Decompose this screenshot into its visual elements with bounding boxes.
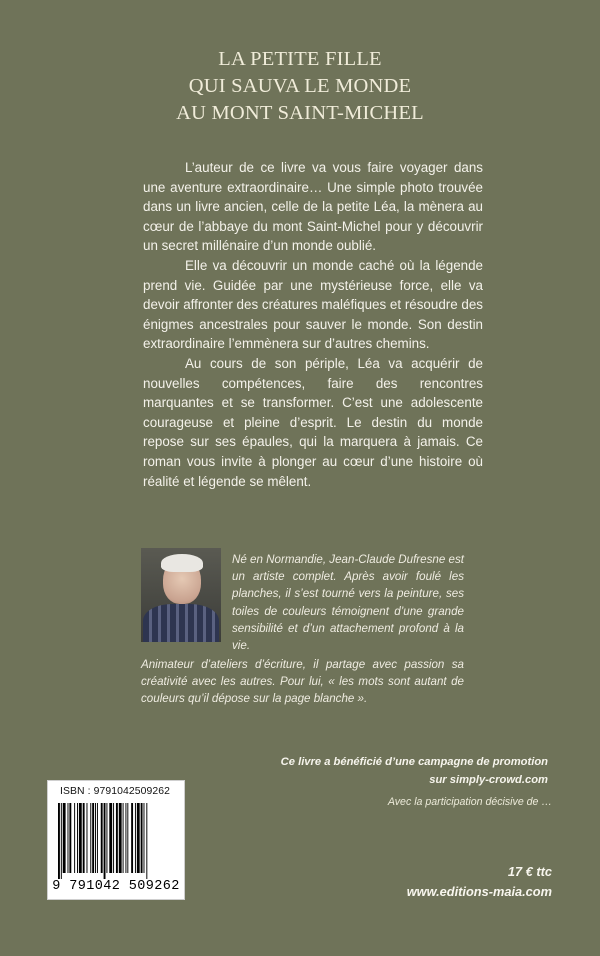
- barcode-bar: [119, 803, 122, 873]
- barcode-bar: [97, 803, 98, 873]
- barcode-bar: [101, 803, 103, 873]
- isbn-barcode: [47, 780, 185, 900]
- blurb-paragraph-1: L’auteur de ce livre va vous faire voyager dans une aventure extraordinaire… Une simple photo trouvée dans un livre ancien, celle de la petite Léa, la mènera au cœur de l’abbaye du mont Saint-Michel pour y découvrir un secret millénaire d’un monde oublié.: [143, 160, 483, 254]
- barcode-bar: [83, 803, 85, 873]
- barcode-bars: [56, 803, 176, 879]
- author-photo: [141, 548, 221, 642]
- promotion-note: [228, 753, 548, 789]
- barcode-bar: [116, 803, 118, 873]
- author-bio-top: Né en Normandie, Jean-Claude Dufresne est un artiste complet. Après avoir foulé les planches, il s’est tourné vers la peinture, ses toiles de couleurs témoignent d’une grande sensibilité et d’un attachement profond à la vie.: [232, 553, 464, 653]
- back-cover-blurb: [143, 158, 483, 491]
- book-title: [0, 46, 600, 127]
- isbn-label: ISBN : 9791042509262: [60, 786, 171, 797]
- barcode-bar: [68, 803, 69, 873]
- barcode-bar: [125, 803, 126, 873]
- barcode-bar: [79, 803, 82, 873]
- barcode-bar: [106, 803, 107, 873]
- promotion-line-1: Ce livre a bénéficié d’une campagne de promotion: [280, 756, 548, 768]
- barcode-bar: [141, 803, 143, 873]
- barcode-bar: [61, 803, 62, 879]
- barcode-bar: [104, 803, 106, 879]
- author-bio-bottom: Animateur d’ateliers d’écriture, il partage avec passion sa créativité avec les autres. Pour lui, « les mots sont autant de couleurs qu’il dépose sur la page blanche ».: [141, 658, 464, 706]
- barcode-bar: [77, 803, 78, 873]
- barcode-bar: [123, 803, 124, 873]
- blurb-paragraph-3: Au cours de son périple, Léa va acquérir de nouvelles compétences, faire des rencontres marquantes et se transformer. C’est une adolescente courageuse et pleine d’esprit. Le destin du monde repose sur ses épaules, qui la marquera à jamais. Ce roman vous invite à plonger au cœur d’une histoire où réalité et légende se mêlent.: [143, 355, 483, 489]
- barcode-bar: [137, 803, 140, 873]
- barcode-bar: [92, 803, 94, 873]
- barcode-bar: [131, 803, 133, 873]
- barcode-bar: [109, 803, 112, 873]
- promotion-line-2: sur simply-crowd.com: [429, 774, 548, 786]
- price-block: [352, 862, 552, 902]
- blurb-paragraph-2: Elle va découvrir un monde caché où la légende prend vie. Guidée par une mystérieuse force, elle va devoir affronter des créatures maléfiques et résoudre des énigmes ancestrales pour sauver le monde. Son destin extraordinaire l’emmènera sur d’autres chemins.: [143, 257, 483, 352]
- barcode-bar: [146, 803, 147, 879]
- barcode-bar: [135, 803, 136, 873]
- barcode-bar: [58, 803, 60, 879]
- barcode-bar: [87, 803, 88, 873]
- title-line-2: QUI SAUVA LE MONDE: [188, 75, 412, 97]
- partner-note: Avec la participation décisive de …: [387, 796, 552, 808]
- barcode-bar: [69, 803, 71, 873]
- barcode-bar: [90, 803, 91, 873]
- barcode-bar: [74, 803, 75, 873]
- barcode-bar: [144, 803, 145, 873]
- barcode-bar: [63, 803, 66, 873]
- price: 17 € ttc: [507, 864, 552, 879]
- barcode-bar: [95, 803, 96, 873]
- barcode-digits: 9 791042 509262: [52, 879, 180, 894]
- barcode-bar: [127, 803, 128, 873]
- barcode-bar: [113, 803, 114, 873]
- title-line-3: AU MONT SAINT-MICHEL: [176, 102, 424, 124]
- title-line-1: LA PETITE FILLE: [218, 48, 382, 70]
- publisher-website: www.editions-maia.com: [406, 884, 552, 899]
